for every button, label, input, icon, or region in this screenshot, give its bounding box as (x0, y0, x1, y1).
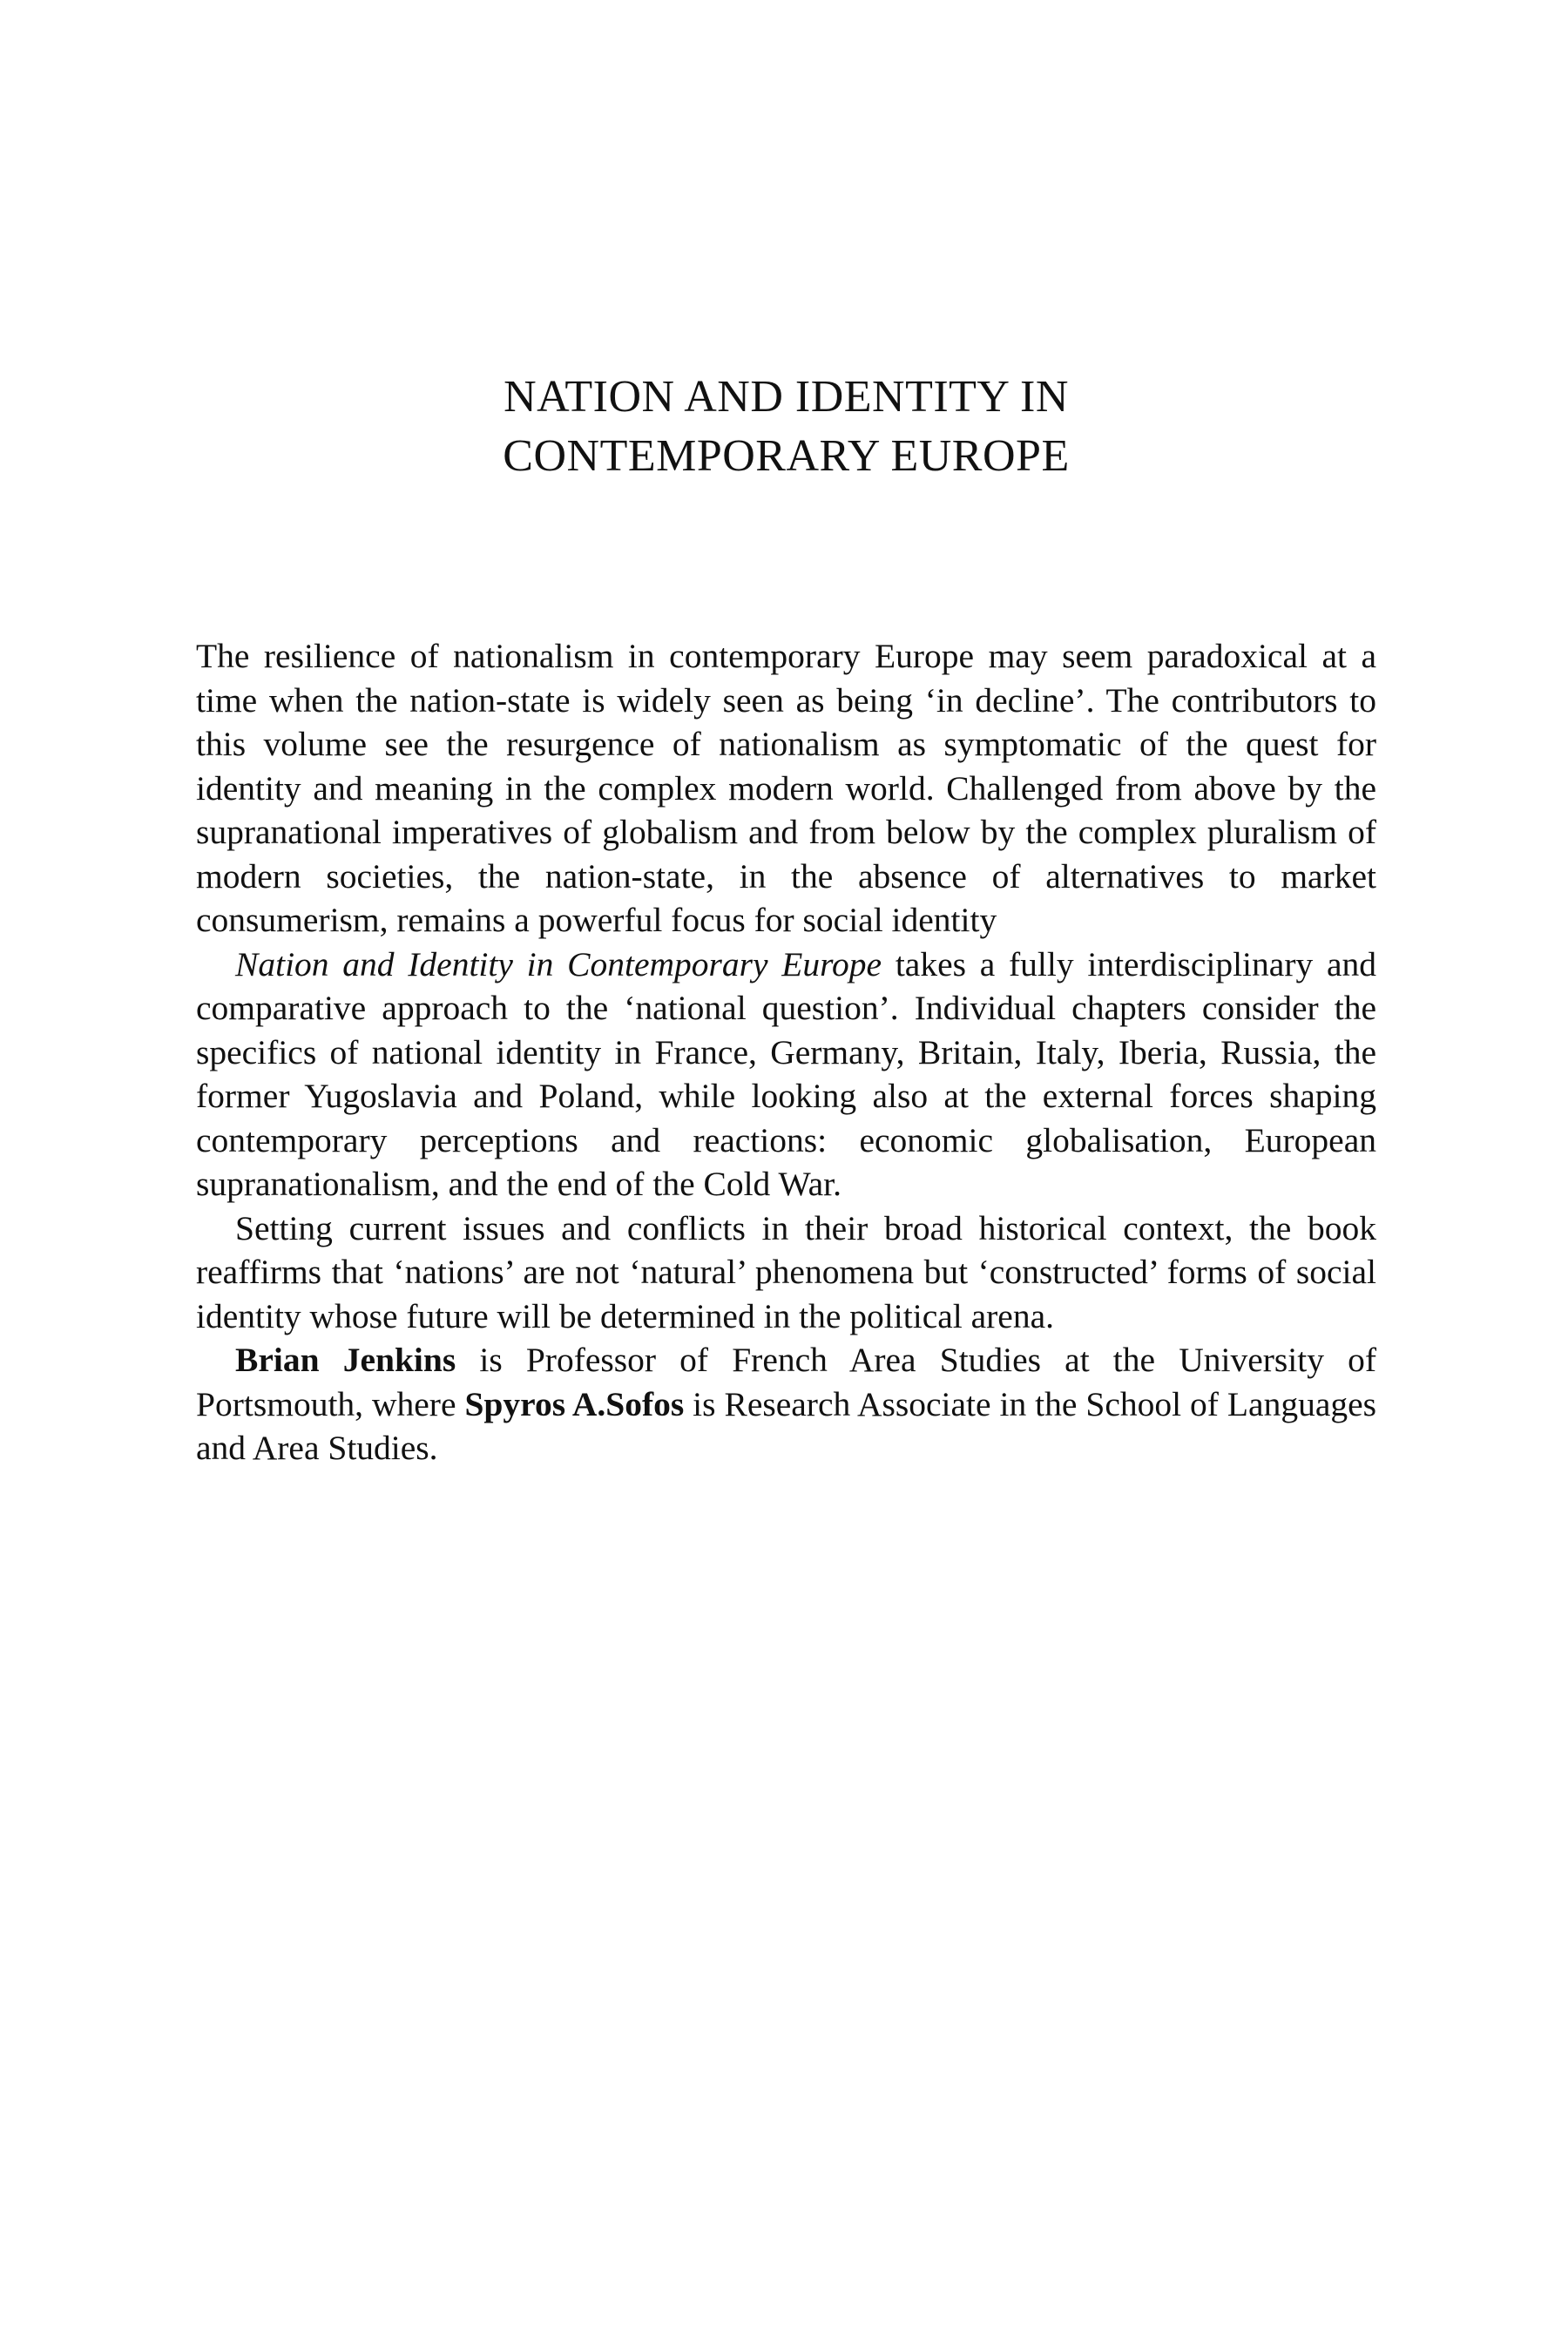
paragraph-intro: The resilience of nationalism in contemporary Europe may seem paradoxical at a time when the nation-state is widely seen as being ‘in decline’. The contributors to this volume see the resurgence of nationalism as symptomatic of the quest for identity and meaning in the complex modern world. Challenged from above by the supranational imperatives of globalism and from below by the complex pluralism of modern societies, the nation-state, in the absence of alternatives to market consumerism, remains a powerful focus for social identity (196, 637, 1376, 939)
paragraph-context: Setting current issues and conflicts in their broad historical context, the book reaffirms that ‘nations’ are not ‘natural’ phenomena but ‘constructed’ forms of social identity whose future will be determined in the political arena. (196, 1208, 1376, 1335)
title-line-1: NATION AND IDENTITY IN (504, 372, 1069, 422)
paragraph-authors (196, 1338, 1376, 1470)
blurb-body (196, 634, 1376, 1470)
authors-text-end: is Research Associate in the School of Languages and Area Studies. (196, 1384, 1376, 1467)
book-title-italic: Nation and Identity in Contemporary Europe (235, 944, 882, 983)
page-title (196, 368, 1376, 486)
paragraph-approach (196, 943, 1376, 1206)
author-name-2: Spyros A.Sofos (464, 1384, 685, 1423)
title-line-2: CONTEMPORARY EUROPE (503, 431, 1070, 481)
authors-text-mid: is Professor of French Area Studies at the University of Portsmouth, where (196, 1341, 1376, 1423)
author-name-1: Brian Jenkins (235, 1341, 456, 1379)
paragraph-approach-text: takes a fully interdisciplinary and comparative approach to the ‘national question’. Individual chapters consider the specifics of national identity in France, Germany, Britain, Italy, Iberia, Russia, the former Yugoslavia and Poland, while looking also at the external forces shaping contemporary perceptions and reactions: economic globalisation, European supranationalism, and the end of the Cold War. (196, 944, 1376, 1203)
